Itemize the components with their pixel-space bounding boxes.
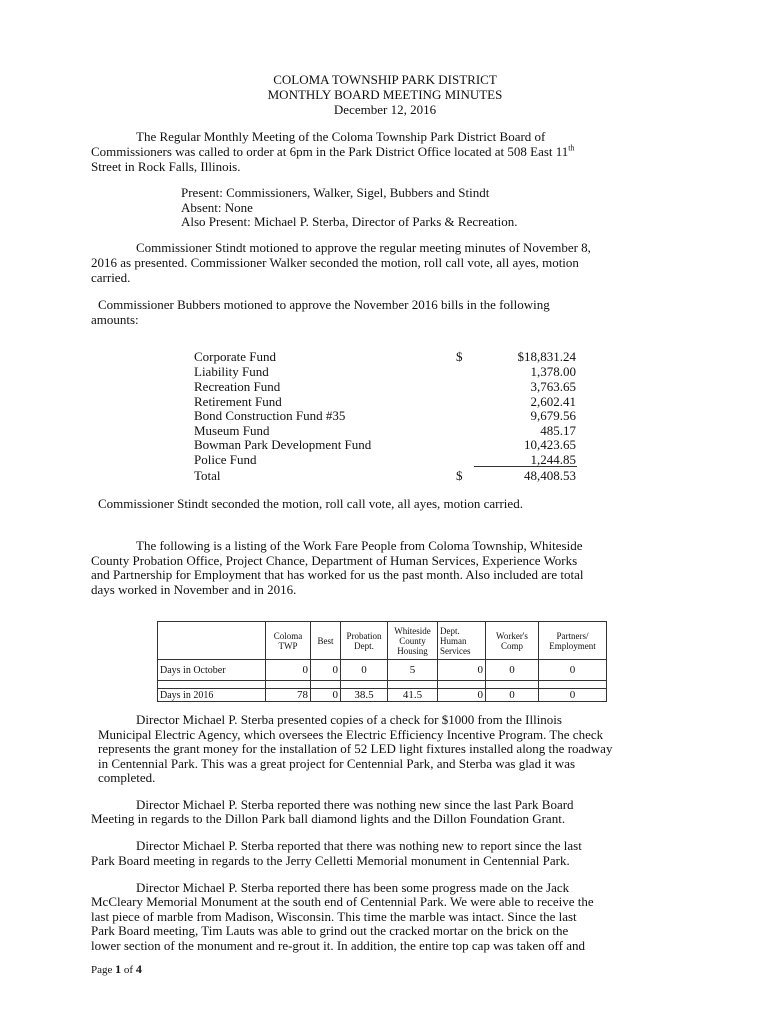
workfare-table — [157, 621, 607, 702]
attendance-also-present: Also Present: Michael P. Sterba, Director of Parks & Recreation. — [181, 214, 518, 229]
celletti-para-line-2: Park Board meeting in regards to the Jerry Celletti Memorial monument in Centennial Park. — [91, 853, 570, 868]
table-cell: 0 — [341, 660, 388, 681]
column-header: Dept. Human Services — [438, 622, 486, 660]
mccleary-para-line-1: Director Michael P. Sterba reported there has been some progress made on the Jack — [136, 880, 570, 895]
fund-amount: $18,831.24 — [517, 349, 576, 364]
page-number: Page 1 of 4 — [91, 962, 142, 976]
column-header: Partners/ Employment — [539, 622, 607, 660]
table-cell: 0 — [266, 660, 311, 681]
fund-name: Liability Fund — [194, 364, 269, 379]
workfare-intro-line-4: days worked in November and in 2016. — [91, 582, 297, 597]
check-para-line-5: completed. — [98, 770, 156, 785]
fund-name: Bowman Park Development Fund — [194, 437, 372, 452]
table-cell: 38.5 — [341, 689, 388, 702]
table-cell: 0 — [486, 660, 539, 681]
fund-name: Bond Construction Fund #35 — [194, 408, 346, 423]
total-label: Total — [194, 468, 221, 483]
column-header: Coloma TWP — [266, 622, 311, 660]
document-title: COLOMA TOWNSHIP PARK DISTRICT — [273, 72, 497, 87]
fund-name: Museum Fund — [194, 423, 270, 438]
document-subtitle: MONTHLY BOARD MEETING MINUTES — [267, 87, 503, 102]
total-amount: 48,408.53 — [524, 468, 576, 483]
table-cell: 78 — [266, 689, 311, 702]
table-cell: 0 — [438, 689, 486, 702]
workfare-intro-line-3: and Partnership for Employment that has worked for us the past month. Also included are total — [91, 567, 584, 582]
bills-motion-line-2: amounts: — [91, 312, 139, 327]
table-spacer-row — [158, 681, 607, 689]
attendance-absent: Absent: None — [181, 200, 253, 215]
column-header: Best — [311, 622, 341, 660]
check-para-line-2: Municipal Electric Agency, which oversees the Electric Efficiency Incentive Program. The check — [98, 727, 604, 742]
table-cell: 0 — [486, 689, 539, 702]
column-header: Worker's Comp — [486, 622, 539, 660]
minutes-motion-line-3: carried. — [91, 270, 131, 285]
workfare-intro-line-1: The following is a listing of the Work Fare People from Coloma Township, Whiteside — [136, 538, 583, 553]
mccleary-para-line-2: McCleary Memorial Monument at the south end of Centennial Park. We were able to receive the — [91, 894, 594, 909]
attendance-present: Present: Commissioners, Walker, Sigel, Bubbers and Stindt — [181, 185, 490, 200]
fund-amount: 3,763.65 — [530, 379, 576, 394]
fund-name: Recreation Fund — [194, 379, 281, 394]
total-rule — [474, 466, 577, 467]
fund-amount: 1,378.00 — [530, 364, 576, 379]
table-corner-cell — [158, 622, 266, 660]
meeting-date: December 12, 2016 — [333, 102, 437, 117]
check-para-line-4: in Centennial Park. This was a great project for Centennial Park, and Sterba was glad it was — [98, 756, 576, 771]
currency-symbol: $ — [456, 349, 463, 364]
table-cell: 0 — [438, 660, 486, 681]
fund-amount: 2,602.41 — [530, 394, 576, 409]
row-label: Days in October — [158, 660, 266, 681]
mccleary-para-line-5: lower section of the monument and re-grout it. In addition, the entire top cap was taken off and — [91, 938, 585, 953]
table-cell: 0 — [311, 660, 341, 681]
mccleary-para-line-4: Park Board meeting, Tim Lauts was able to grind out the cracked mortar on the brick on the — [91, 923, 569, 938]
mccleary-para-line-3: last piece of marble from Madison, Wisconsin. This time the marble was intact. Since the last — [91, 909, 577, 924]
check-para-line-3: represents the grant money for the installation of 52 LED light fixtures installed along the roadway — [98, 741, 613, 756]
currency-symbol: $ — [456, 468, 463, 483]
fund-name: Retirement Fund — [194, 394, 282, 409]
table-cell: 0 — [539, 660, 607, 681]
table-cell: 5 — [388, 660, 438, 681]
column-header: Probation Dept. — [341, 622, 388, 660]
fund-name: Police Fund — [194, 452, 257, 467]
dillon-para-line-2: Meeting in regards to the Dillon Park ball diamond lights and the Dillon Foundation Grant. — [91, 811, 566, 826]
fund-amount: 10,423.65 — [524, 437, 576, 452]
workfare-intro-line-2: County Probation Office, Project Chance, Department of Human Services, Experience Works — [91, 553, 578, 568]
intro-line-1: The Regular Monthly Meeting of the Coloma Township Park District Board of — [136, 129, 546, 144]
table-cell: 41.5 — [388, 689, 438, 702]
table-row — [158, 660, 607, 681]
check-para-line-1: Director Michael P. Sterba presented copies of a check for $1000 from the Illinois — [136, 712, 562, 727]
table-cell: 0 — [311, 689, 341, 702]
minutes-motion-line-2: 2016 as presented. Commissioner Walker seconded the motion, roll call vote, all ayes, motion — [91, 255, 579, 270]
minutes-motion-line-1: Commissioner Stindt motioned to approve the regular meeting minutes of November 8, — [136, 240, 591, 255]
celletti-para-line-1: Director Michael P. Sterba reported that there was nothing new to report since the last — [136, 838, 582, 853]
table-cell: 0 — [539, 689, 607, 702]
dillon-para-line-1: Director Michael P. Sterba reported there was nothing new since the last Park Board — [136, 797, 574, 812]
row-label: Days in 2016 — [158, 689, 266, 702]
column-header: Whiteside County Housing — [388, 622, 438, 660]
bills-motion-line-1: Commissioner Bubbers motioned to approve the November 2016 bills in the following — [98, 297, 550, 312]
intro-line-3: Street in Rock Falls, Illinois. — [91, 159, 241, 174]
bills-second: Commissioner Stindt seconded the motion, roll call vote, all ayes, motion carried. — [98, 496, 523, 511]
table-header-row — [158, 622, 607, 660]
fund-name: Corporate Fund — [194, 349, 276, 364]
fund-amount: 485.17 — [540, 423, 576, 438]
fund-amount: 9,679.56 — [530, 408, 576, 423]
fund-amount: 1,244.85 — [530, 452, 576, 467]
intro-line-2: Commissioners was called to order at 6pm in the Park District Office located at 508 East 11th — [91, 143, 575, 159]
table-row — [158, 689, 607, 702]
